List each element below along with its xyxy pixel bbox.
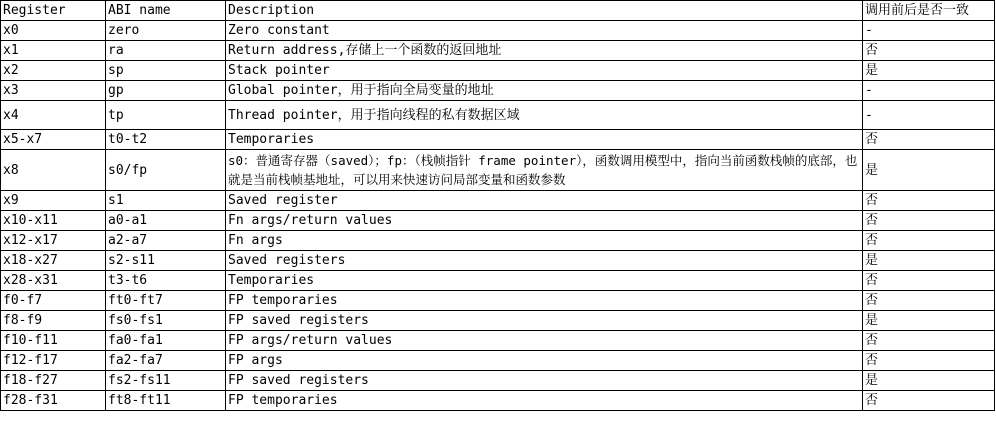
cell-consistent: 是 xyxy=(863,311,995,331)
cell-consistent: 否 xyxy=(863,391,995,411)
cell-abi-name: s2-s11 xyxy=(106,251,226,271)
table-row xyxy=(1,291,995,311)
table-row xyxy=(1,61,995,81)
cell-register: x3 xyxy=(1,81,106,101)
cell-abi-name: a0-a1 xyxy=(106,211,226,231)
table-row xyxy=(1,81,995,101)
table-row xyxy=(1,371,995,391)
cell-consistent: 否 xyxy=(863,291,995,311)
header-register: Register xyxy=(1,1,106,21)
cell-description: Thread pointer，用于指向线程的私有数据区域 xyxy=(226,101,863,130)
cell-description: FP args/return values xyxy=(226,331,863,351)
cell-consistent: 是 xyxy=(863,150,995,191)
cell-abi-name: fs0-fs1 xyxy=(106,311,226,331)
table-row xyxy=(1,101,995,130)
cell-consistent: 是 xyxy=(863,61,995,81)
cell-consistent: 否 xyxy=(863,191,995,211)
cell-register: f28-f31 xyxy=(1,391,106,411)
cell-abi-name: t3-t6 xyxy=(106,271,226,291)
cell-abi-name: fa2-fa7 xyxy=(106,351,226,371)
table-body xyxy=(1,21,995,411)
cell-register: x2 xyxy=(1,61,106,81)
cell-register: x0 xyxy=(1,21,106,41)
cell-consistent: - xyxy=(863,101,995,130)
cell-register: f18-f27 xyxy=(1,371,106,391)
cell-abi-name: ra xyxy=(106,41,226,61)
cell-abi-name: fa0-fa1 xyxy=(106,331,226,351)
cell-consistent: - xyxy=(863,21,995,41)
cell-description: Temporaries xyxy=(226,271,863,291)
cell-register: x28-x31 xyxy=(1,271,106,291)
cell-description: Fn args xyxy=(226,231,863,251)
cell-description: Zero constant xyxy=(226,21,863,41)
header-row xyxy=(1,1,995,21)
cell-abi-name: fs2-fs11 xyxy=(106,371,226,391)
cell-description: Saved registers xyxy=(226,251,863,271)
cell-register: x4 xyxy=(1,101,106,130)
table-row xyxy=(1,311,995,331)
cell-abi-name: s1 xyxy=(106,191,226,211)
cell-description: Temporaries xyxy=(226,130,863,150)
cell-consistent: 是 xyxy=(863,371,995,391)
cell-description: Fn args/return values xyxy=(226,211,863,231)
cell-abi-name: ft0-ft7 xyxy=(106,291,226,311)
cell-description: FP saved registers xyxy=(226,371,863,391)
cell-description: FP temporaries xyxy=(226,391,863,411)
cell-consistent: 否 xyxy=(863,211,995,231)
cell-description: FP saved registers xyxy=(226,311,863,331)
cell-description: Saved register xyxy=(226,191,863,211)
cell-abi-name: sp xyxy=(106,61,226,81)
cell-description: FP args xyxy=(226,351,863,371)
cell-consistent: 否 xyxy=(863,331,995,351)
cell-register: f10-f11 xyxy=(1,331,106,351)
table-row xyxy=(1,150,995,191)
cell-abi-name: zero xyxy=(106,21,226,41)
cell-register: x8 xyxy=(1,150,106,191)
cell-abi-name: ft8-ft11 xyxy=(106,391,226,411)
cell-consistent: 否 xyxy=(863,41,995,61)
table-header xyxy=(1,1,995,21)
table-row xyxy=(1,21,995,41)
table-row xyxy=(1,130,995,150)
cell-register: x1 xyxy=(1,41,106,61)
table-row xyxy=(1,391,995,411)
table-row xyxy=(1,211,995,231)
cell-consistent: 否 xyxy=(863,271,995,291)
cell-description: Global pointer，用于指向全局变量的地址 xyxy=(226,81,863,101)
cell-abi-name: a2-a7 xyxy=(106,231,226,251)
cell-consistent: 是 xyxy=(863,251,995,271)
cell-abi-name: tp xyxy=(106,101,226,130)
header-abi-name: ABI name xyxy=(106,1,226,21)
table-row xyxy=(1,231,995,251)
table-row xyxy=(1,191,995,211)
cell-consistent: 否 xyxy=(863,231,995,251)
cell-register: x12-x17 xyxy=(1,231,106,251)
table-row xyxy=(1,251,995,271)
table-row xyxy=(1,271,995,291)
table-row xyxy=(1,331,995,351)
cell-register: x18-x27 xyxy=(1,251,106,271)
header-consistent: 调用前后是否一致 xyxy=(863,1,995,21)
cell-register: f12-f17 xyxy=(1,351,106,371)
cell-abi-name: s0/fp xyxy=(106,150,226,191)
cell-register: x5-x7 xyxy=(1,130,106,150)
header-description: Description xyxy=(226,1,863,21)
table-row xyxy=(1,351,995,371)
cell-description: s0：普通寄存器（saved）；fp：（栈帧指针 frame pointer），函数调用模型中，指向当前函数栈帧的底部，也就是当前栈帧基地址，可以用来快速访问局部变量和函数参数 xyxy=(226,150,863,191)
table-row xyxy=(1,41,995,61)
cell-register: f0-f7 xyxy=(1,291,106,311)
cell-description: FP temporaries xyxy=(226,291,863,311)
cell-description: Return address,存储上一个函数的返回地址 xyxy=(226,41,863,61)
cell-register: x9 xyxy=(1,191,106,211)
cell-abi-name: gp xyxy=(106,81,226,101)
cell-consistent: 否 xyxy=(863,130,995,150)
cell-consistent: 否 xyxy=(863,351,995,371)
cell-abi-name: t0-t2 xyxy=(106,130,226,150)
cell-register: x10-x11 xyxy=(1,211,106,231)
cell-register: f8-f9 xyxy=(1,311,106,331)
cell-description: Stack pointer xyxy=(226,61,863,81)
cell-consistent: - xyxy=(863,81,995,101)
